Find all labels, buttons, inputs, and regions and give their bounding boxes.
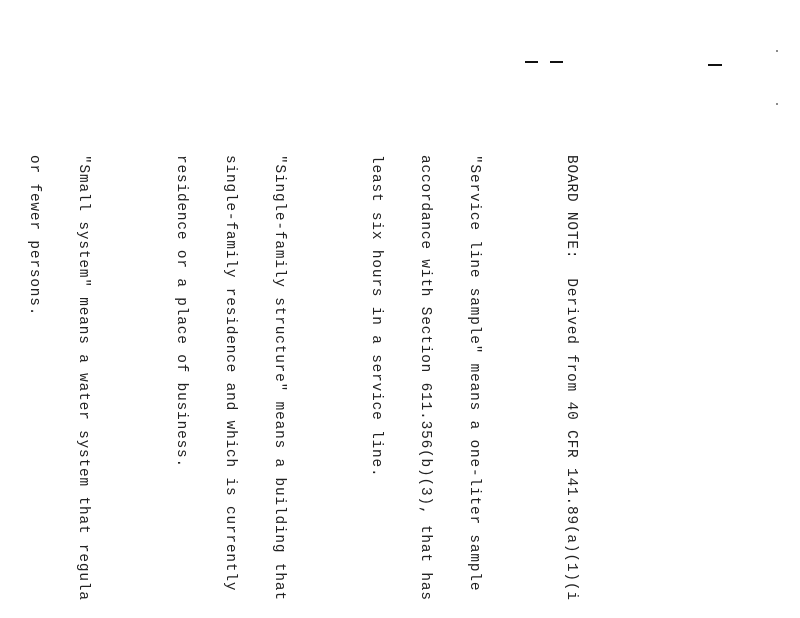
margin-mark-2 bbox=[550, 61, 563, 63]
speck-2 bbox=[776, 103, 778, 105]
text-line: residence or a place of business. bbox=[172, 155, 189, 469]
spacer bbox=[515, 155, 531, 618]
spacer bbox=[319, 155, 335, 618]
text-line: BOARD NOTE: Derived from 40 CFR 141.89(a)(1)(i bbox=[563, 155, 580, 601]
margin-mark-1 bbox=[525, 61, 538, 63]
text-line: or fewer persons. bbox=[26, 155, 43, 317]
text-line: least six hours in a service line. bbox=[368, 155, 385, 478]
text-line: "Small system" means a water system that regula bbox=[75, 155, 92, 601]
rotated-text-body bbox=[0, 155, 612, 618]
text-line: single-family residence and which is currently bbox=[221, 155, 238, 592]
margin-mark-3 bbox=[708, 64, 722, 66]
text-line: "Service line sample" means a one-liter sample bbox=[465, 155, 482, 592]
text-line: accordance with Section 611.356(b)(3), that has bbox=[417, 155, 434, 601]
text-line: "Single-family structure" means a building that bbox=[270, 155, 287, 601]
spacer bbox=[124, 155, 140, 618]
speck-1 bbox=[776, 50, 778, 52]
